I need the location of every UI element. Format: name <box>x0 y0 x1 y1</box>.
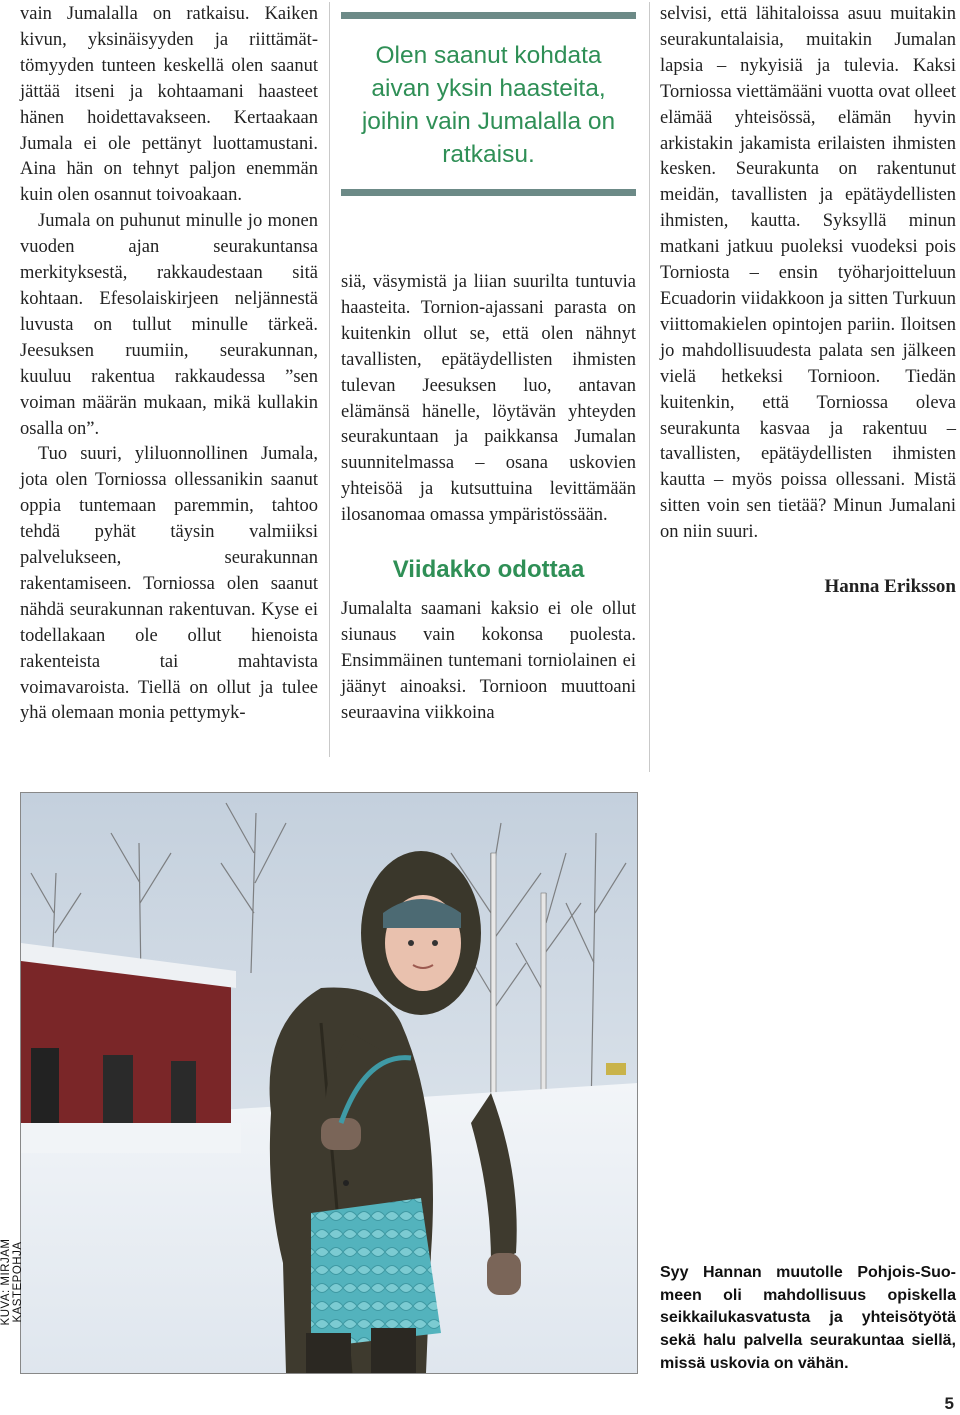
paragraph: Jumalalta saamani kaksio ei ole ollut siunaus vain kokonsa puolesta. Ensimmäinen tuntemani torniolainen ei jäänyt ainoaksi. Tornioon muuttoani seuraavina viikkoina <box>341 598 636 723</box>
author-signature: Hanna Eriksson <box>824 576 956 598</box>
pull-quote-top-rule <box>341 12 636 19</box>
paragraph: vain Jumalalla on ratkaisu. Kaiken kivun, yksinäisyyden ja riittämättömyyden tunteen keskellä olen saanut jättää itseni ja kohtaamani haasteet hänen hoidettavakseen. Kertaakaan Jumala ei ole pettänyt luottamustani. Aina hän on tehnyt paljon enemmän kuin olen osannut toivoakaan. <box>20 4 318 206</box>
text-column-2 <box>341 270 636 727</box>
text-column-1 <box>20 2 318 727</box>
paragraph: selvisi, että lähitaloissa asuu muitakin seurakuntalaisia, muitakin Jumalan lapsia – nykyisiä ja tulevia. Kaksi Torniossa viettämääni vuotta ovat olleet elämää yhteisössä, elämän hyvin arkistakin jakamista erilaisten ihmisten kesken. Seurakunta on rakentunut meidän, tavallisten ja epätäydellisten ihmisten, kautta. Syksyllä minun matkani jatkuu puoleksi vuodeksi pois Torniosta – ensin työharjoitteluun Ecuadorin viidakkoon ja sitten Turkuun viittomakielen opintojen pariin. Iloitsen jo mahdollisuudesta palata sen jälkeen vielä hetkeksi Tornioon. Tiedän kuitenkin, että Torniossa oleva seurakunta kasvaa ja rakentuu – tavallisten, epätäydellisten ihmisten kautta – myös poissa ollessani. Mistä sitten voin sen tietää? Minun Jumalani on niin suuri. <box>660 4 956 543</box>
page-number: 5 <box>944 1394 954 1413</box>
photo-illustration <box>21 793 637 1373</box>
paragraph: Jumala on puhunut minulle jo monen vuoden ajan seurakuntansa merkityksestä, rakkaudestaan sitä kohtaan. Efesolaiskirjeen neljännestä luvusta on tullut minulle tärkeä. Jeesuksen ruumiin, seurakunnan, kuuluu rakentua rakkaudessa ”sen voiman määrän mukaan, mikä kullakin osalla on”. <box>20 211 318 439</box>
section-subheading: Viidakko odottaa <box>392 556 585 584</box>
paragraph: Tuo suuri, yliluonnollinen Jumala, jota olen Torniossa ollessanikin saanut oppia tuntemaan paremmin, tahtoo tehdä pyhät täysin valmiiksi palvelukseen, seurakunnan rakentamiseen. Torniossa olen saanut nähdä seurakunnan rakentuvan. Kyse ei todellakaan ole ollut hienoista rakenteista tai mahtavista voimavaroista. Tiellä on ollut ja tulee yhä olemaan monia pettymyk- <box>20 444 318 724</box>
text-column-3 <box>660 2 956 600</box>
column-divider-right <box>649 2 650 772</box>
pull-quote-text: Olen saanut kohdata aivan yksin haasteita, joihin vain Jumalalla on ratkaisu. <box>361 42 616 168</box>
photo-credit: KUVA: MIRJAM KASTEPOHJA <box>0 1238 24 1326</box>
pull-quote <box>341 12 636 196</box>
article-photo <box>20 792 638 1374</box>
paragraph: siä, väsymistä ja liian suurilta tuntuvia haasteita. Tornion-ajassani parasta on kuitenkin ollut se, että olen nähnyt tavallisten, epätäydellisten ihmisten tulevan Jeesuksen luo, antavan elämänsä hänelle, löytävän yhteyden seurakuntaan ja paikkansa Jumalan suunnitelmassa – osana uskovien yhteisöä ja kutsuttuina levittämään ilosanomaa omassa ympäristössään. <box>341 272 636 526</box>
pull-quote-bottom-rule <box>341 189 636 196</box>
column-divider-left <box>329 2 330 757</box>
photo-caption: Syy Hannan muutolle Pohjois-Suomeen oli mahdollisuus opiskella seikkailukasvatusta ja yhteisötyötä sekä halu palvella seurakuntaa siellä, missä uskovia on vähän. <box>660 1264 956 1372</box>
